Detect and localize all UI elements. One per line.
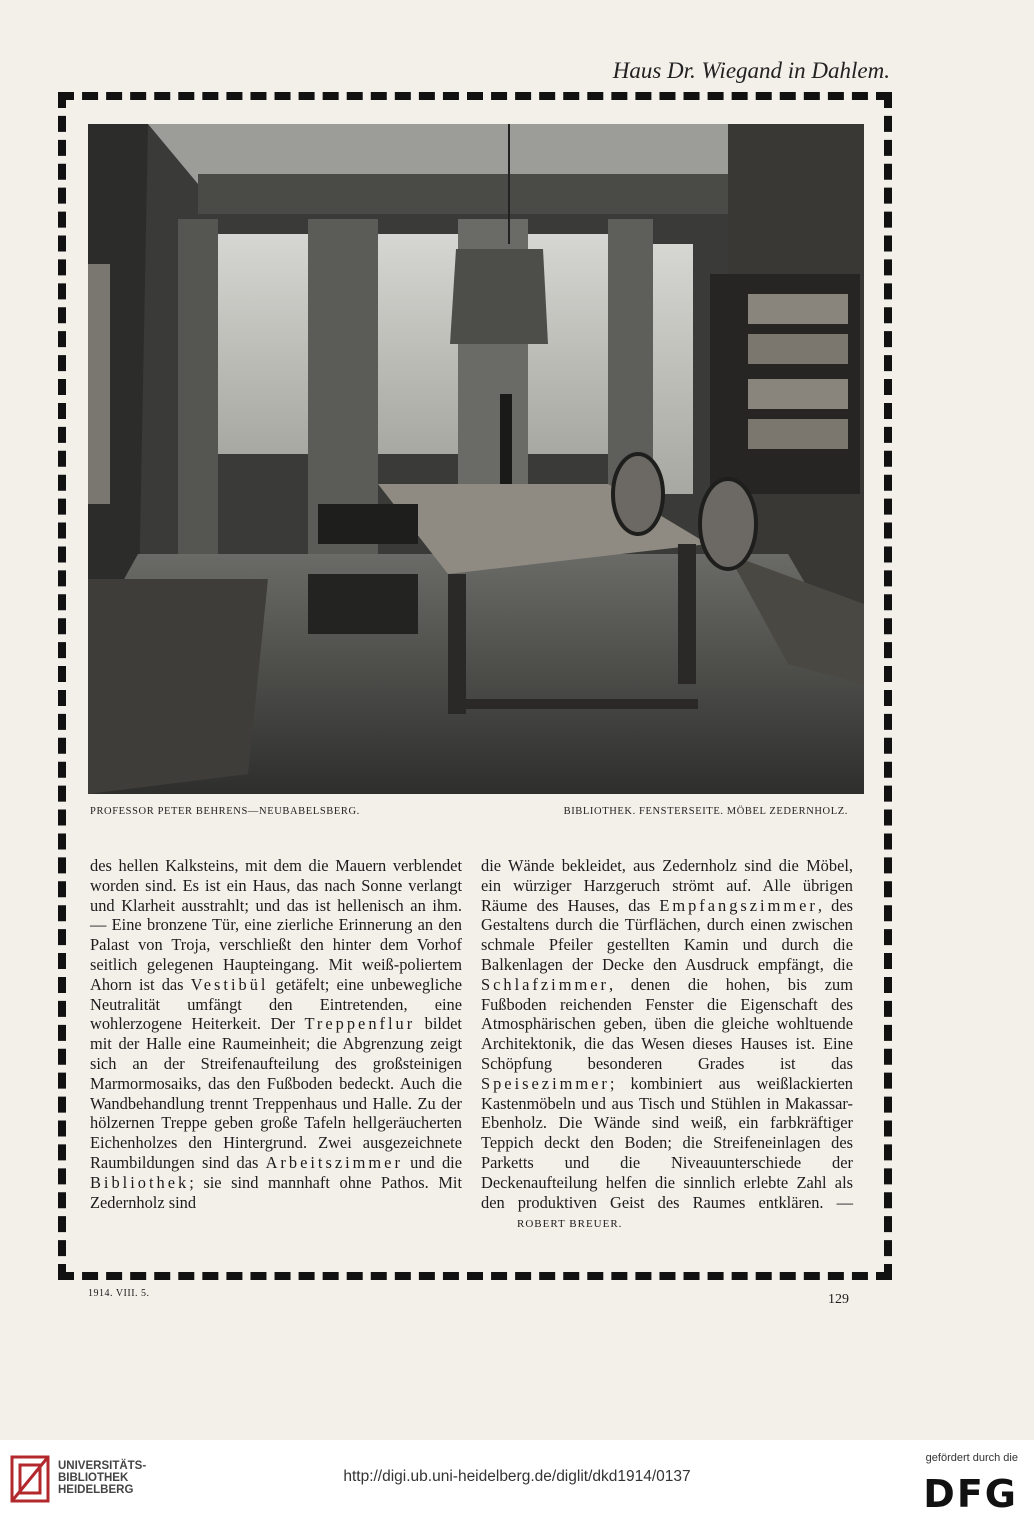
- text-run: ; kombiniert aus weißlackierten Kastenmöbeln und aus Tisch und Stühlen in Makassar-Ebenholz. Die Wände sind weiß, ein farbkräftiger Teppich deckt den Boden; die Streifeneinlagen des Parketts und die Niveauunterschiede der Deckenaufteilung helfen die sinnlich erlebte Zahl als den produktiven Geist des Raumes entklären. —: [481, 1073, 853, 1212]
- library-photo-illustration: [88, 124, 864, 794]
- author-signature: ROBERT BREUER.: [517, 1218, 623, 1231]
- left-column-paragraph: [90, 856, 462, 1212]
- spaced-term: Vestibül: [190, 974, 269, 994]
- library-name-line: BIBLIOTHEK: [58, 1472, 129, 1484]
- text-run: ; sie sind mannhaft ohne Pathos. Mit Zedernholz sind: [90, 1172, 462, 1212]
- permalink-url[interactable]: http://digi.ub.uni-heidelberg.de/diglit/dkd1914/0137: [343, 1468, 691, 1485]
- library-name-line: UNIVERSITÄTS-: [58, 1460, 147, 1472]
- funded-by-label: gefördert durch die: [925, 1452, 1018, 1464]
- digital-library-bar: [0, 1440, 1034, 1519]
- photo-caption-architect: PROFESSOR PETER BEHRENS—NEUBABELSBERG.: [90, 806, 360, 817]
- photo-caption-room: BIBLIOTHEK. FENSTERSEITE. MÖBEL ZEDERNHOLZ.: [563, 806, 848, 817]
- spaced-term: Arbeitszimmer: [265, 1152, 403, 1172]
- spaced-term: Empfangszimmer: [659, 895, 818, 915]
- article-column-right: [481, 856, 853, 1235]
- spaced-term: Bibliothek: [90, 1172, 190, 1192]
- library-photograph: [88, 124, 864, 794]
- page-number: 129: [828, 1292, 849, 1307]
- text-run: , denen die hohen, bis zum Fußboden reichenden Fenster die Eigenschaft des Atmosphärischen geben, üben die gleiche wohltuende Architektonik, die das Wesen dieses Hauses ist. Eine Schöpfung besonderen Grades ist das: [481, 974, 853, 1073]
- spaced-term: Speisezimmer: [481, 1073, 610, 1093]
- library-name-line: HEIDELBERG: [58, 1484, 134, 1496]
- text-run: und die: [402, 1152, 462, 1172]
- running-title: Haus Dr. Wiegand in Dahlem.: [612, 58, 890, 83]
- text-run: bildet mit der Halle eine Raumeinheit; die Abgrenzung zeigt sich an der Streifenaufteilung des großsteinigen Marmormosaiks, das den Fußboden bedeckt. Auch die Wandbehandlung trennt Treppenhaus und Halle. Zu der hölzernen Treppe geben große Tafeln hellgeräucherten Eichenholzes den Hintergrund. Zwei ausgezeichnete Raumbildungen sind das: [90, 1014, 462, 1172]
- spaced-term: Treppenflur: [304, 1014, 416, 1034]
- article-column-left: [90, 856, 462, 1212]
- text-run: , des Gestaltens durch die Türflächen, durch einen zwischen schmale Pfeiler gestellten Kamin und durch die Balkenlagen der Decke den Ausdruck empfängt, die: [481, 895, 853, 974]
- dfg-logo[interactable]: DFG: [923, 1472, 1018, 1516]
- text-run: getäfelt; eine unbewegliche Neutralität umfängt den Eintretenden, eine wohlerzogene Heiterkeit. Der: [90, 974, 462, 1034]
- issue-date: 1914. VIII. 5.: [88, 1288, 150, 1299]
- text-run: die Wände bekleidet, aus Zedernholz sind die Möbel, ein würziger Harzgeruch strömt auf. Alle übrigen Räume des Hauses, das: [481, 856, 853, 915]
- text-run: des hellen Kalksteins, mit dem die Mauern verblendet worden sind. Es ist ein Haus, das nach Sonne verlangt und Klarheit ausstrahlt; und das ist hellenisch an ihm. — Eine bronzene Tür, eine zierliche Erinnerung an den Palast von Troja, verschließt den hinter dem Vorhof seitlich gelegenen Haupteingang. Mit weiß-poliertem Ahorn ist das: [90, 856, 462, 994]
- right-column-paragraph: [481, 856, 853, 1235]
- spaced-term: Schlafzimmer: [481, 974, 609, 994]
